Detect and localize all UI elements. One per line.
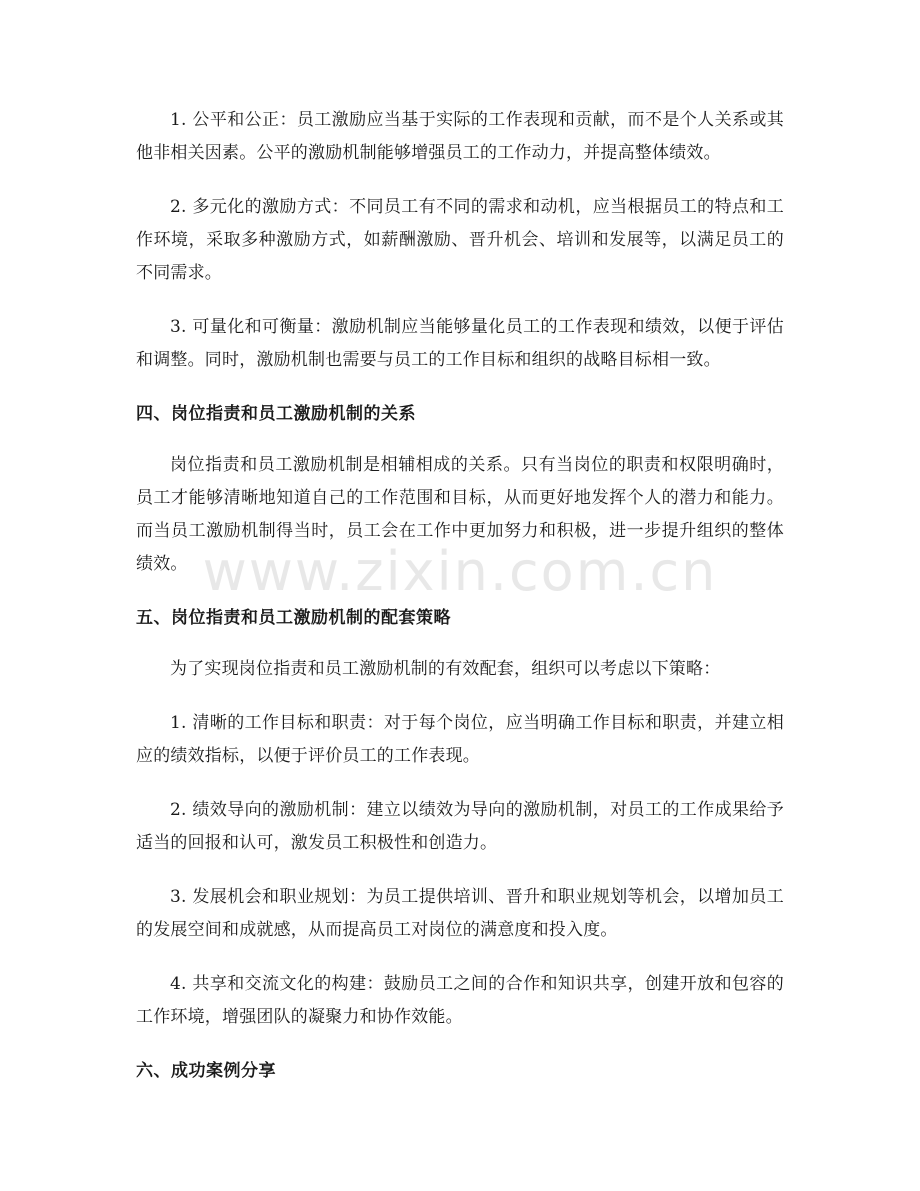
- paragraph-strategies-intro: 为了实现岗位指责和员工激励机制的有效配套，组织可以考虑以下策略：: [170, 659, 721, 679]
- paragraph-strategy-goals: 1. 清晰的工作目标和职责：对于每个岗位，应当明确工作目标和职责，并建立相应的绩效指标，以便于评价员工的工作表现。: [136, 713, 784, 766]
- paragraph-relationship: 岗位指责和员工激励机制是相辅相成的关系。只有当岗位的职责和权限明确时，员工才能够清晰地知道自己的工作范围和目标，从而更好地发挥个人的潜力和能力。而当员工激励机制得当时，员工会在工作中更加努力和积极，进一步提升组织的整体绩效。: [136, 455, 784, 574]
- paragraph-principle-diversity: 2. 多元化的激励方式：不同员工有不同的需求和动机，应当根据员工的特点和工作环境，采取多种激励方式，如薪酬激励、晋升机会、培训和发展等，以满足员工的不同需求。: [136, 197, 784, 283]
- paragraph-principle-measurable: 3. 可量化和可衡量：激励机制应当能够量化员工的工作表现和绩效，以便于评估和调整。同时，激励机制也需要与员工的工作目标和组织的战略目标相一致。: [136, 317, 784, 370]
- paragraph-principle-fairness: 1. 公平和公正：员工激励应当基于实际的工作表现和贡献，而不是个人关系或其他非相关因素。公平的激励机制能够增强员工的工作动力，并提高整体绩效。: [136, 110, 784, 163]
- paragraph-strategy-performance: 2. 绩效导向的激励机制：建立以绩效为导向的激励机制，对员工的工作成果给予适当的回报和认可，激发员工积极性和创造力。: [136, 800, 784, 853]
- section-heading-relationship: 四、岗位指责和员工激励机制的关系: [136, 404, 416, 424]
- paragraph-strategy-culture: 4. 共享和交流文化的构建：鼓励员工之间的合作和知识共享，创建开放和包容的工作环境，增强团队的凝聚力和协作效能。: [136, 974, 784, 1027]
- watermark-text: www.zixin.com.cn: [202, 540, 718, 603]
- section-heading-strategies: 五、岗位指责和员工激励机制的配套策略: [136, 608, 451, 628]
- document-body: [136, 104, 784, 1088]
- section-heading-case-study: 六、成功案例分享: [136, 1061, 276, 1081]
- paragraph-strategy-development: 3. 发展机会和职业规划：为员工提供培训、晋升和职业规划等机会，以增加员工的发展空间和成就感，从而提高员工对岗位的满意度和投入度。: [136, 887, 784, 940]
